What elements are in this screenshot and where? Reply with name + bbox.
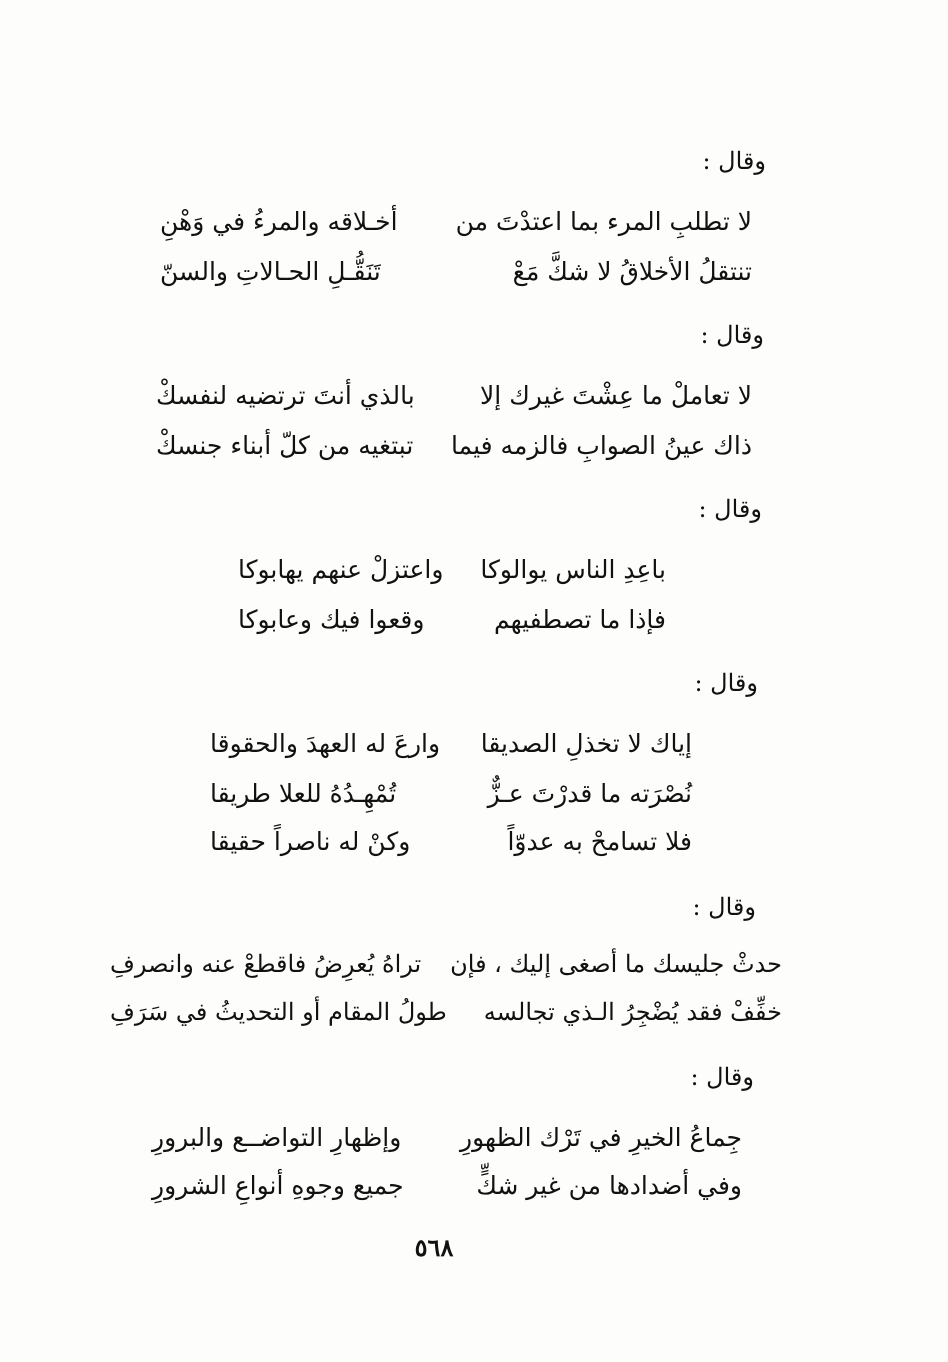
verse-line <box>238 550 666 590</box>
verse-line <box>160 252 752 292</box>
verse-line <box>152 1166 742 1206</box>
verse-second-hemistich: وكنْ له ناصراً حقيقا <box>210 827 411 856</box>
verse-first-hemistich: حدثْ جليسك ما أصغى إليك ، فإن <box>450 950 782 978</box>
verse-first-hemistich: فإذا ما تصطفيهم <box>493 605 666 634</box>
verse-line <box>156 376 752 416</box>
verse-line <box>110 992 782 1032</box>
verse-line <box>210 724 692 764</box>
verse-line <box>152 1118 742 1158</box>
verse-first-hemistich: لا تعاملْ ما عِشْتَ غيرك إلا <box>480 381 752 410</box>
verse-line <box>156 426 752 466</box>
verse-first-hemistich: لا تطلبِ المرء بما اعتدْتَ من <box>455 207 752 236</box>
section-heading: وقال : <box>702 147 766 175</box>
verse-first-hemistich: إياك لا تخذلِ الصديقا <box>480 729 692 758</box>
verse-second-hemistich: تُمْهِـدُهُ للعلا طريقا <box>210 779 397 808</box>
section-heading: وقال : <box>698 495 762 523</box>
verse-first-hemistich: وفي أضدادها من غير شكٍّ <box>476 1171 742 1200</box>
verse-second-hemistich: تراهُ يُعرِضُ فاقطعْ عنه وانصرفِ <box>110 950 422 978</box>
verse-second-hemistich: تَنَقُّـلِ الحـالاتِ والسنّ <box>160 257 381 286</box>
verse-second-hemistich: جميع وجوهِ أنواعِ الشرورِ <box>152 1171 404 1200</box>
verse-line <box>110 944 782 984</box>
verse-line <box>210 822 692 862</box>
verse-line <box>210 774 692 814</box>
verse-first-hemistich: تنتقلُ الأخلاقُ لا شكَّ مَعْ <box>512 257 752 286</box>
section-heading: وقال : <box>690 1063 754 1091</box>
verse-first-hemistich: ذاك عينُ الصوابِ فالزمه فيما <box>451 431 752 460</box>
verse-second-hemistich: أخـلاقه والمرءُ في وَهْنِ <box>160 207 398 236</box>
section-heading: وقال : <box>700 321 764 349</box>
page-number: ٥٦٨ <box>414 1233 454 1262</box>
section-heading: وقال : <box>692 893 756 921</box>
verse-second-hemistich: وقعوا فيك وعابوكا <box>238 605 425 634</box>
verse-line <box>238 600 666 640</box>
verse-first-hemistich: جِماعُ الخيرِ في تَرْك الظهورِ <box>460 1123 742 1152</box>
verse-first-hemistich: فلا تسامحْ به عدوّاً <box>507 827 692 856</box>
verse-first-hemistich: خفِّفْ فقد يُضْجِرُ الـذي تجالسه <box>483 998 782 1026</box>
verse-second-hemistich: بالذي أنتَ ترتضيه لنفسكْ <box>156 381 415 410</box>
section-heading: وقال : <box>694 669 758 697</box>
verse-first-hemistich: باعِدِ الناس يوالوكا <box>480 555 666 584</box>
verse-second-hemistich: وإظهارِ التواضــع والبرورِ <box>152 1123 402 1152</box>
verse-second-hemistich: واعتزلْ عنهم يهابوكا <box>238 555 444 584</box>
verse-first-hemistich: نُصْرَته ما قدرْتَ عـزٌّ <box>487 779 692 808</box>
verse-second-hemistich: تبتغيه من كلّ أبناء جنسكْ <box>156 431 414 460</box>
verse-line <box>160 202 752 242</box>
verse-second-hemistich: وارعَ له العهدَ والحقوقا <box>210 729 441 758</box>
verse-second-hemistich: طولُ المقام أو التحديثُ في سَرَفِ <box>110 998 447 1026</box>
